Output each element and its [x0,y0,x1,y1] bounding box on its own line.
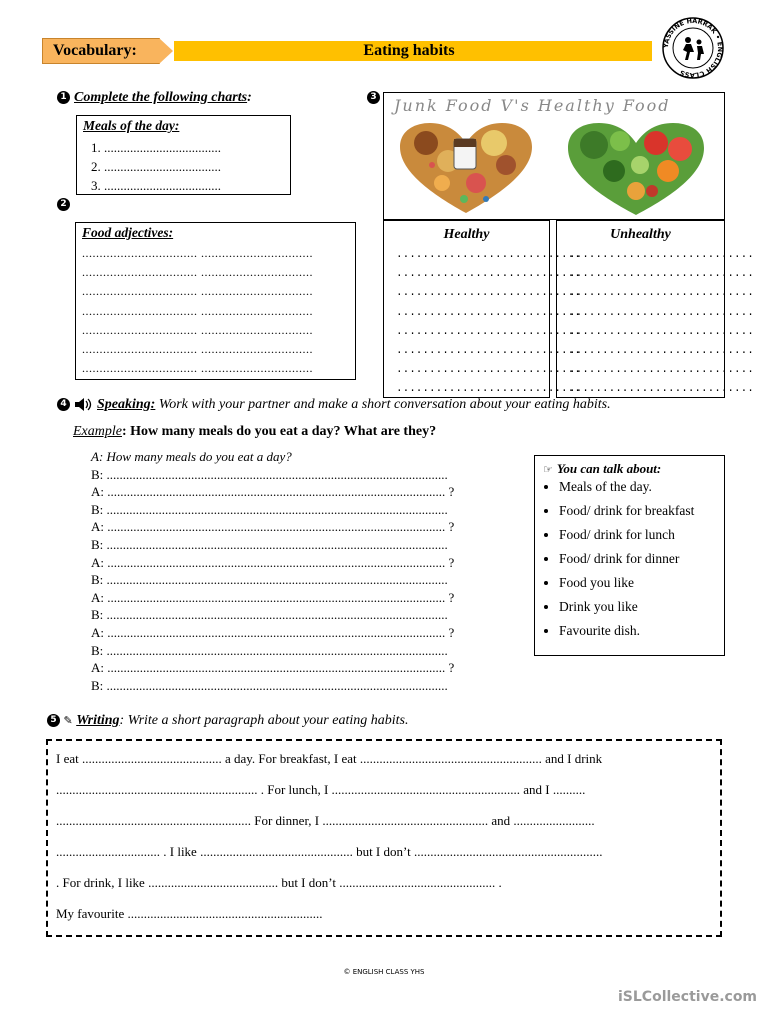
dialog-line[interactable]: B: ......................................................................................................... [91,677,448,693]
dialog-line: A: How many meals do you eat a day? [91,449,292,464]
section1-heading: 1 Complete the following charts: [57,88,252,106]
writing-instruction: : Write a short paragraph about your eating habits. [119,713,409,728]
answer-line[interactable]: ................................. ................................ [82,342,313,357]
dialog-line[interactable]: B: ......................................................................................................... [91,572,448,588]
seal-logo [661,16,725,80]
food-adjectives-lines [82,244,313,378]
junk-vs-healthy-image [383,92,725,220]
example-label: Example [73,424,122,439]
answer-line[interactable]: ................................. ................................ [82,265,313,280]
food-adjectives-box [75,222,356,380]
healthy-lines [396,246,581,400]
writing-line[interactable]: ............................................................ For dinner, I ................................................... and ......................... [56,813,595,828]
dialog-line[interactable]: B: ......................................................................................................... [91,607,448,623]
speaking-label: Speaking: [97,397,156,412]
dialog-line[interactable]: B: ......................................................................................................... [91,642,448,658]
answer-line[interactable]: ............................ [569,345,754,358]
list-item: • Food/ drink for lunch [559,523,724,547]
unhealthy-column [556,220,754,398]
section4-heading [57,397,611,413]
list-item: • Food/ drink for dinner [559,547,724,571]
section-number: 3 [367,91,380,104]
writing-line[interactable]: My favourite ............................................................ [56,906,323,921]
dialog-line[interactable]: B: ......................................................................................................... [91,501,448,517]
speaker-icon [74,398,94,411]
vocabulary-tab-arrow [159,38,173,64]
unhealthy-label: Unhealthy [610,227,671,242]
answer-line[interactable]: ............................ [396,383,581,396]
dialog-lines [91,448,454,694]
answer-line[interactable]: ............................ [569,306,754,319]
list-item: • Food you like [559,571,724,595]
answer-line[interactable]: ................................. ................................ [82,246,313,260]
healthy-label: Healthy [443,227,490,242]
image-title: Junk Food V's Healthy Food [394,96,671,115]
dialog-line[interactable]: A: ........................................................................................................ ? [91,660,455,676]
example-text: : How many meals do you eat a day? What are they? [121,424,437,439]
answer-line[interactable]: ............................ [569,268,754,281]
dialog-line[interactable]: A: ........................................................................................................ ? [91,484,455,500]
answer-line[interactable]: ............................ [396,306,581,319]
dialog-line[interactable]: B: ......................................................................................................... [91,536,448,552]
dialog-line[interactable]: A: ........................................................................................................ ? [91,624,455,640]
section-number: 4 [57,398,70,411]
food-adjectives-title: Food adjectives: [82,225,174,240]
section-number: 1 [57,91,70,104]
copyright: © ENGLISH CLASS YHS [343,968,425,976]
healthy-food-heart [564,121,708,217]
meals-box [76,115,291,195]
answer-line[interactable]: ................................. ................................ [82,303,313,318]
writing-label: Writing [76,713,120,728]
dialog-line[interactable]: B: ......................................................................................................... [91,466,448,482]
meals-title: Meals of the day: [83,118,180,133]
junk-food-heart [396,121,536,215]
section-number: 2 [57,198,70,211]
answer-line[interactable]: ............................ [569,249,754,261]
dialog-line[interactable]: A: ........................................................................................................ ? [91,589,455,605]
speaking-instruction: Work with your partner and make a short conversation about your eating habits. [155,397,611,412]
answer-line[interactable]: ............................ [569,383,754,396]
meals-item[interactable]: 1. .................................... [91,140,221,155]
list-item: • Food/ drink for breakfast [559,499,724,523]
section-number: 5 [47,714,60,727]
section1-instruction: Complete the following charts [74,90,248,105]
meals-list [91,138,221,195]
example-line [73,424,436,440]
watermark: iSLCollective.com [618,989,758,1005]
pencil-icon: ✎ [63,714,73,727]
section5-heading [47,713,408,729]
writing-line[interactable]: I eat ........................................... a day. For breakfast, I eat ........................................................ and I drink [56,751,603,766]
talk-about-title: You can talk about: [556,461,662,476]
answer-line[interactable]: ............................ [569,325,754,338]
answer-line[interactable]: ................................. ................................ [82,284,313,299]
section2-heading [57,195,70,213]
writing-line[interactable]: .............................................................. . For lunch, I .......................................................... and I .......... [56,782,586,797]
writing-line[interactable]: . For drink, I like ........................................ but I don’t ................................................ . [56,875,502,890]
healthy-column [383,220,581,398]
section3-heading [367,88,380,106]
answer-line[interactable]: ................................. ................................ [82,322,313,337]
answer-line[interactable]: ............................ [569,364,754,377]
vocabulary-tab: Vocabulary: [42,38,160,64]
svg-text:YASSINE HARRAK • ENGLISH CLASS: YASSINE HARRAK • ENGLISH CLASS [661,16,725,80]
list-item: • Favourite dish. [559,619,724,643]
header-banner [42,38,652,64]
list-item: • Meals of the day. [559,475,724,499]
answer-line[interactable]: ................................. ................................ [82,361,313,376]
answer-line[interactable]: ............................ [396,364,581,377]
meals-item[interactable]: 3. .................................... [91,178,221,193]
list-item: • Drink you like [559,595,724,619]
answer-line[interactable]: ............................ [396,287,581,300]
talk-about-list [535,475,724,643]
answer-line[interactable]: ............................ [396,268,581,281]
pointing-hand-icon: ☞ [543,463,553,476]
answer-line[interactable]: ............................ [396,345,581,358]
answer-line[interactable]: ............................ [569,287,754,300]
writing-box [46,739,722,937]
answer-line[interactable]: ............................ [396,325,581,338]
talk-about-box [534,455,725,656]
answer-line[interactable]: ............................ [396,249,581,261]
page-title: Eating habits [363,42,455,59]
dialog-line[interactable]: A: ........................................................................................................ ? [91,554,455,570]
dialog-line[interactable]: A: ........................................................................................................ ? [91,519,455,535]
writing-line[interactable]: ................................ . I like ............................................... but I don’t .......................................................... [56,844,603,859]
unhealthy-lines [569,246,754,400]
meals-item[interactable]: 2. .................................... [91,159,221,174]
